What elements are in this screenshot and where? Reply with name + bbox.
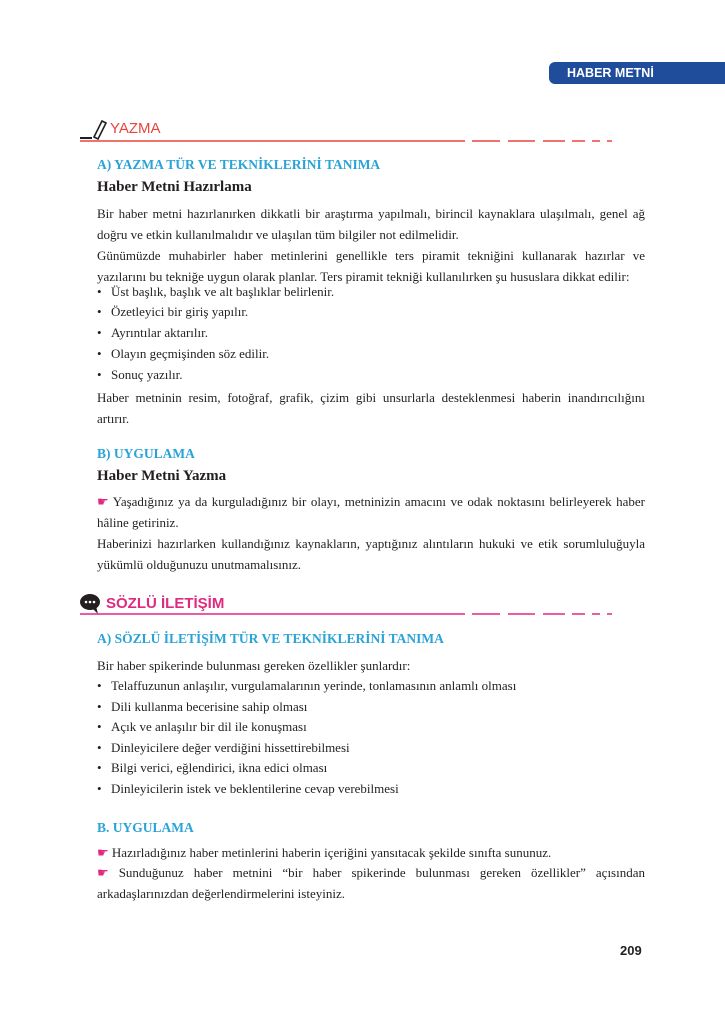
yazma-a-subheading: Haber Metni Hazırlama	[97, 179, 252, 195]
yazma-title: YAZMA	[110, 120, 161, 137]
yazma-b-subheading: Haber Metni Yazma	[97, 468, 227, 484]
list-item: • Bilgi verici, eğlendirici, ikna edici olması	[97, 760, 328, 775]
list-item: • Açık ve anlaşılır bir dil ile konuşması	[97, 719, 307, 734]
paragraph: Bir haber metni hazırlanırken dikkatli bir araştırma yapılmalı, birincil kaynaklara ulaşılmalı, genel ağ doğru ve etkin kullanılmalıdır ve ulaşılan tüm bilgiler not edilmelidir.	[97, 206, 645, 242]
paragraph: ☛ Hazırladığınız haber metinlerini haberin içeriğini yansıtacak şekilde sınıfta sununuz.	[97, 845, 552, 860]
paragraph: Haberinizi hazırlarken kullandığınız kaynakların, yaptığınız alıntıların hukuki ve etik sorumluluğuyla yükümlü olduğunuzu unutmamalısınız.	[97, 536, 645, 572]
list-item: • Dinleyicilere değer verdiğini hissettirebilmesi	[97, 740, 350, 755]
speech-bubble-icon	[80, 593, 104, 615]
sozlu-a-heading: A) SÖZLÜ İLETİŞİM TÜR VE TEKNİKLERİNİ TANIMA	[97, 631, 444, 646]
list-item: • Ayrıntılar aktarılır.	[97, 325, 208, 340]
paragraph: Günümüzde muhabirler haber metinlerini genellikle ters piramit tekniğini kullanarak hazırlar ve yazılarını bu tekniğe uygun olarak planlar. Ters piramit tekniği kullanılırken şu hususlara dikkat edilir:	[97, 248, 645, 284]
yazma-a-heading: A) YAZMA TÜR VE TEKNİKLERİNİ TANIMA	[97, 157, 381, 172]
divider	[80, 613, 615, 616]
header-badge: HABER METNİ	[549, 62, 725, 84]
pointing-hand-icon: ☛	[97, 494, 113, 509]
pointing-hand-icon: ☛	[97, 865, 119, 880]
list-item: • Dinleyicilerin istek ve beklentilerine cevap verebilmesi	[97, 781, 399, 796]
list-item: • Özetleyici bir giriş yapılır.	[97, 304, 249, 319]
sozlu-title: SÖZLÜ İLETİŞİM	[106, 595, 225, 612]
page-number: 209	[620, 943, 642, 958]
paragraph: Bir haber spikerinde bulunması gereken özellikler şunlardır:	[97, 658, 411, 673]
paragraph: Haber metninin resim, fotoğraf, grafik, çizim gibi unsurlarla desteklenmesi haberin inandırıcılığını artırır.	[97, 390, 645, 426]
yazma-b-heading: B) UYGULAMA	[97, 446, 195, 461]
sozlu-section-header	[80, 593, 615, 617]
list-item: • Sonuç yazılır.	[97, 367, 183, 382]
paragraph: ☛ Yaşadığınız ya da kurguladığınız bir olayı, metninizin amacını ve odak noktasını belirleyerek haber hâline getiriniz.	[97, 494, 646, 530]
list-item: • Telaffuzunun anlaşılır, vurgulamalarının yerinde, tonlamasının anlamlı olması	[97, 678, 517, 693]
sozlu-b-heading: B. UYGULAMA	[97, 820, 194, 835]
pencil-icon	[80, 118, 108, 140]
list-item: • Dili kullanma becerisine sahip olması	[97, 699, 308, 714]
paragraph: ☛ Sunduğunuz haber metnini “bir haber spikerinde bulunması gereken özellikler” açısından arkadaşlarınızdan değerlendirmelerini isteyiniz.	[97, 865, 645, 901]
yazma-section-header	[80, 118, 615, 142]
pointing-hand-icon: ☛	[97, 845, 112, 860]
list-item: • Üst başlık, başlık ve alt başlıklar belirlenir.	[97, 284, 335, 299]
divider	[80, 140, 615, 143]
list-item: • Olayın geçmişinden söz edilir.	[97, 346, 270, 361]
